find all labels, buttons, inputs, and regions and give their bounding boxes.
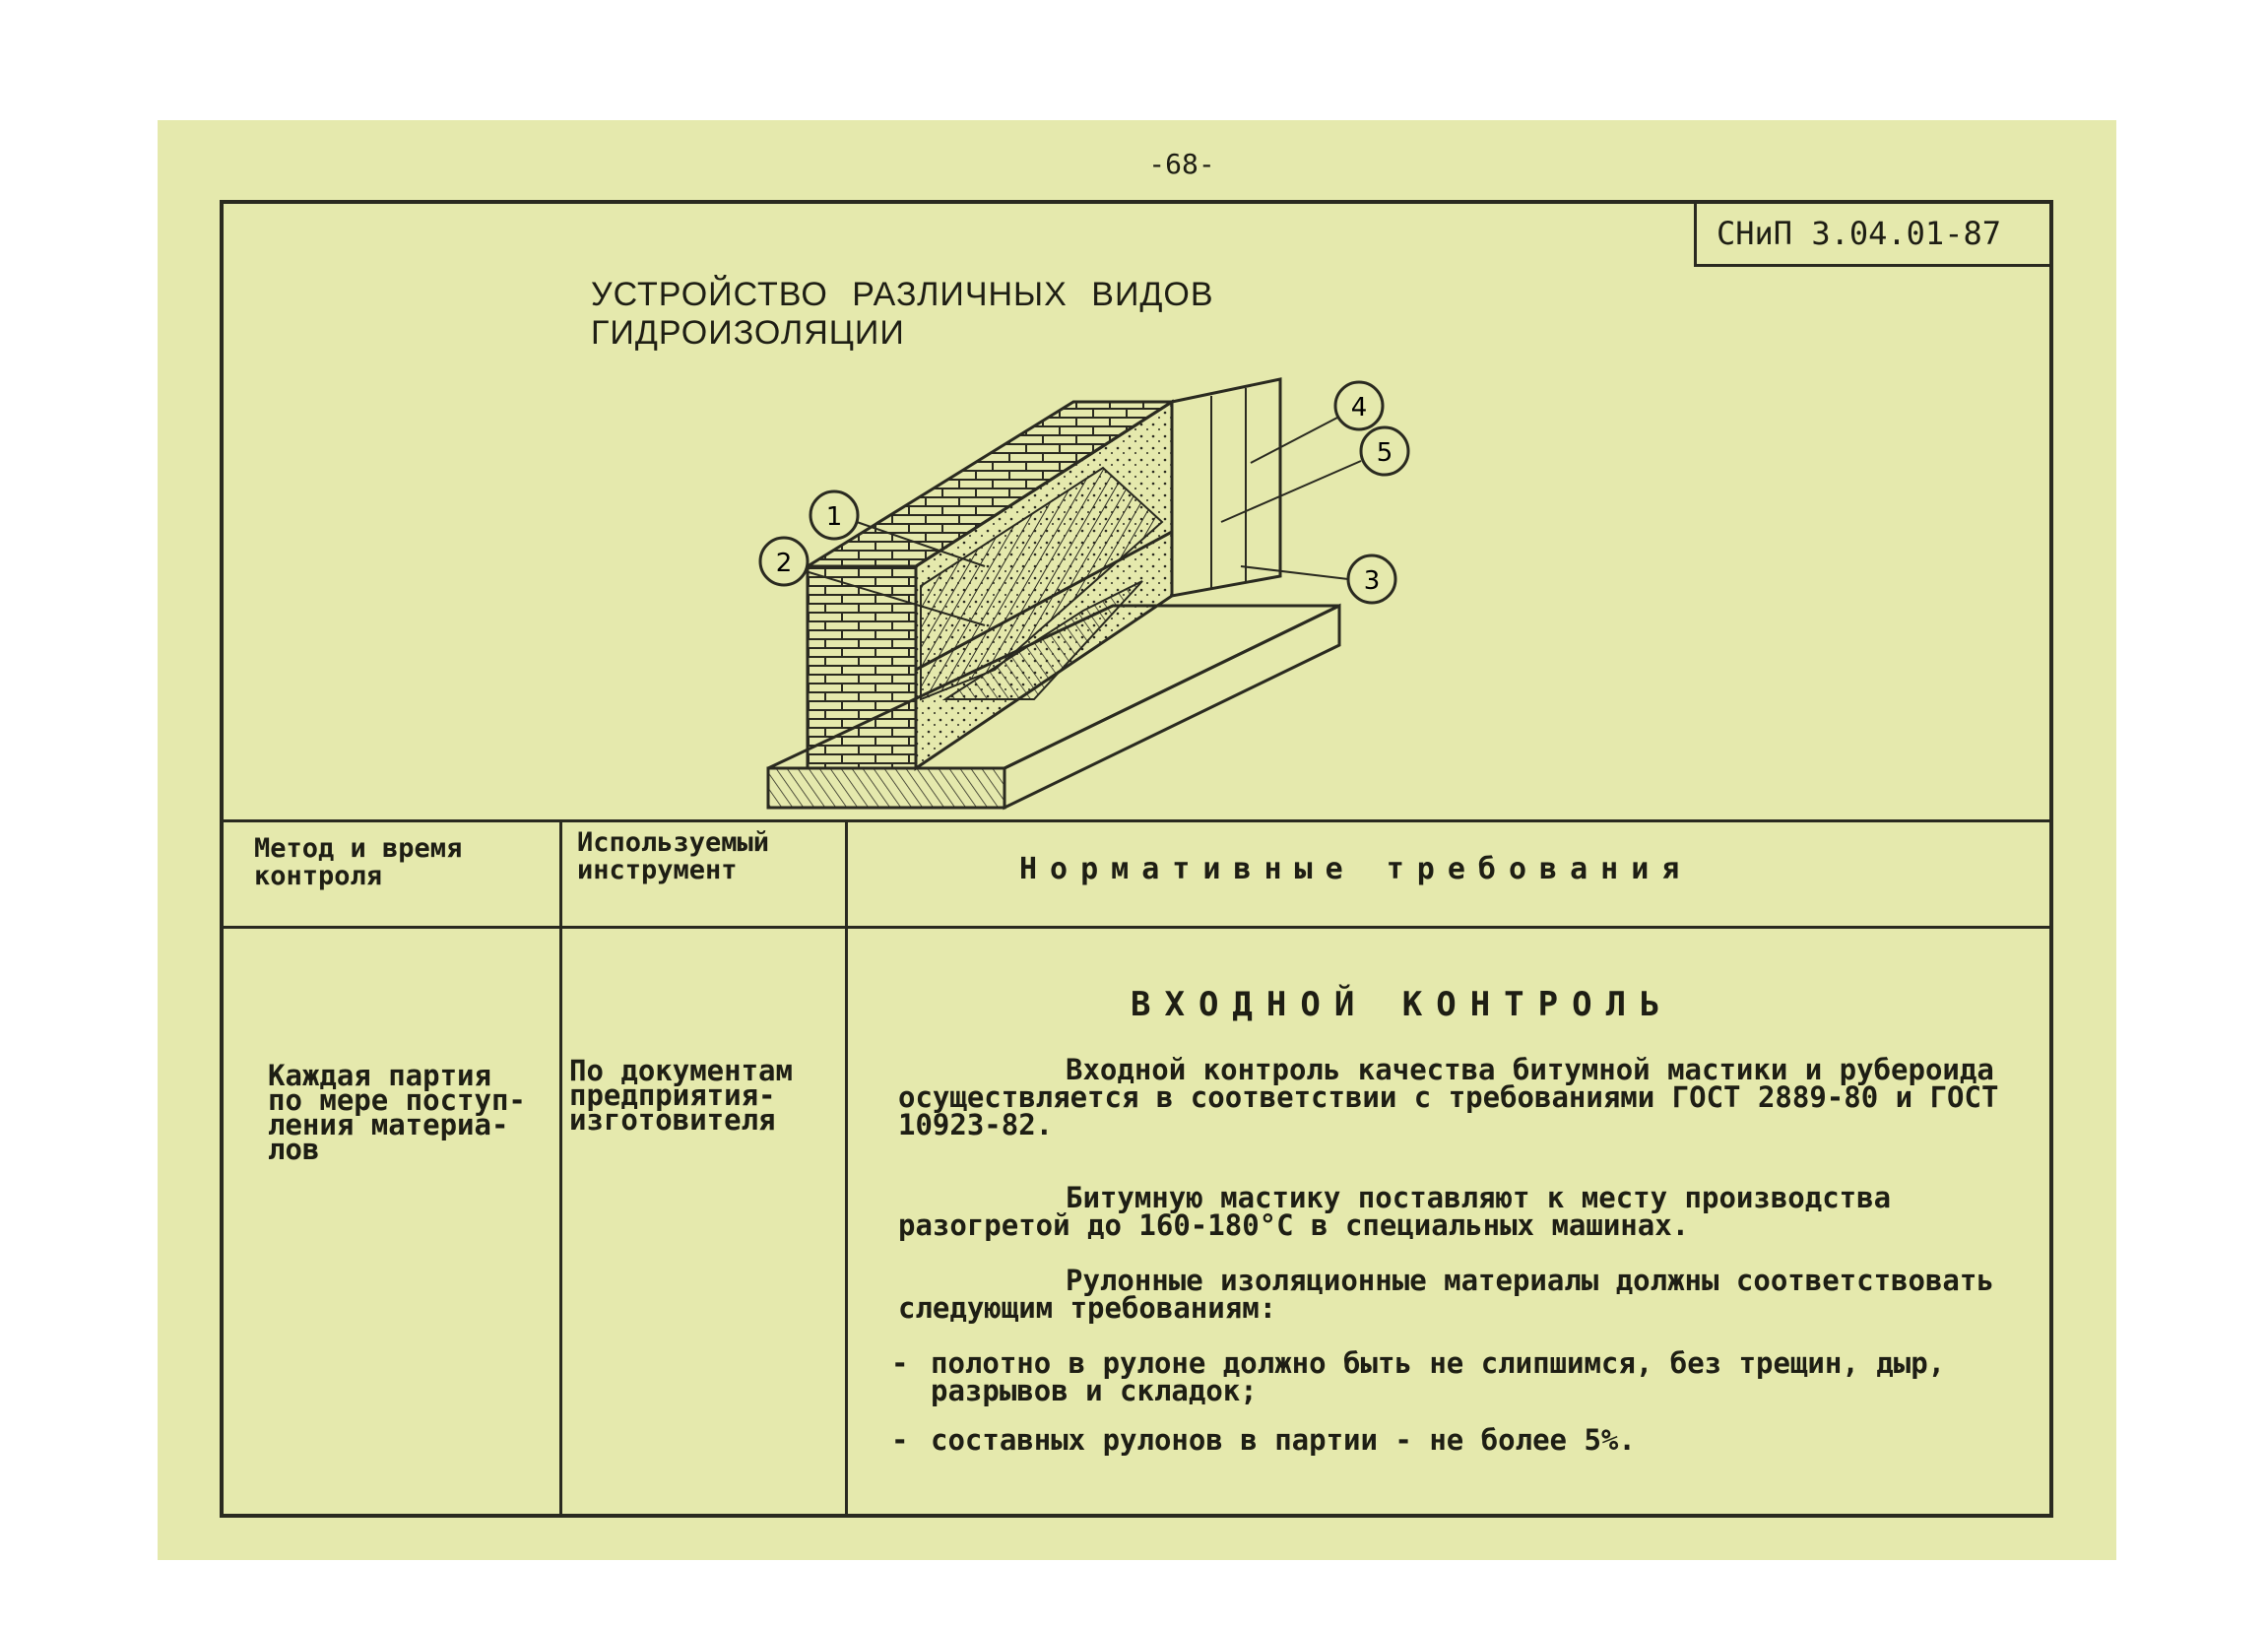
svg-text:5: 5 bbox=[1376, 438, 1393, 468]
section-title: УСТРОЙСТВО РАЗЛИЧНЫХ ВИДОВ ГИДРОИЗОЛЯЦИИ bbox=[591, 276, 1214, 352]
bullet-dash: - bbox=[891, 1423, 909, 1457]
svg-text:2: 2 bbox=[775, 549, 793, 578]
header-requirements: Нормативные требования bbox=[1019, 852, 1693, 886]
bullet-text: полотно в рулоне должно быть не слипшимся, без трещин, дыр, разрывов и складок; bbox=[931, 1346, 1946, 1407]
footing-front-face bbox=[768, 768, 1004, 808]
instrument-cell: По документам предприятия- изготовителя bbox=[569, 1054, 793, 1137]
svg-text:3: 3 bbox=[1363, 566, 1381, 596]
bullet-item bbox=[891, 1423, 2053, 1457]
callout-5 bbox=[1221, 427, 1408, 522]
table-column-divider-1 bbox=[559, 819, 562, 1515]
page-number: -68- bbox=[1148, 148, 1215, 180]
method-cell: Каждая партия по мере поступ- ления материа- лов bbox=[268, 1059, 526, 1166]
svg-text:1: 1 bbox=[825, 502, 843, 532]
document-code-box: СНиП 3.04.01-87 bbox=[1694, 204, 2053, 267]
bullet-dash: - bbox=[891, 1346, 909, 1380]
protective-wall bbox=[1172, 379, 1280, 596]
table-header-divider bbox=[223, 926, 2050, 929]
bullet-text: составных рулонов в партии - не более 5%. bbox=[931, 1423, 1636, 1457]
requirement-paragraph: Битумную мастику поставляют к месту производства разогретой до 160-180°С в специальных машинах. bbox=[898, 1181, 1892, 1242]
table-column-divider-2 bbox=[845, 819, 848, 1515]
requirement-paragraph: Входной контроль качества битумной мастики и рубероида осуществляется в соответствии с требованиями ГОСТ 2889-80 и ГОСТ 10923-82. bbox=[898, 1053, 1999, 1141]
svg-text:4: 4 bbox=[1350, 393, 1368, 423]
table-top-border bbox=[223, 819, 2050, 822]
subheading-incoming-control: ВХОДНОЙ КОНТРОЛЬ bbox=[1131, 985, 1674, 1024]
requirement-paragraph: Рулонные изоляционные материалы должны соответствовать следующим требованиям: bbox=[898, 1264, 1994, 1325]
header-instrument: Используемый инструмент bbox=[577, 827, 770, 885]
bullet-item bbox=[891, 1346, 2053, 1407]
waterproofing-wall-drawing bbox=[748, 374, 1438, 827]
brick-wall-front bbox=[808, 566, 916, 768]
header-method: Метод и время контроля bbox=[254, 833, 463, 891]
